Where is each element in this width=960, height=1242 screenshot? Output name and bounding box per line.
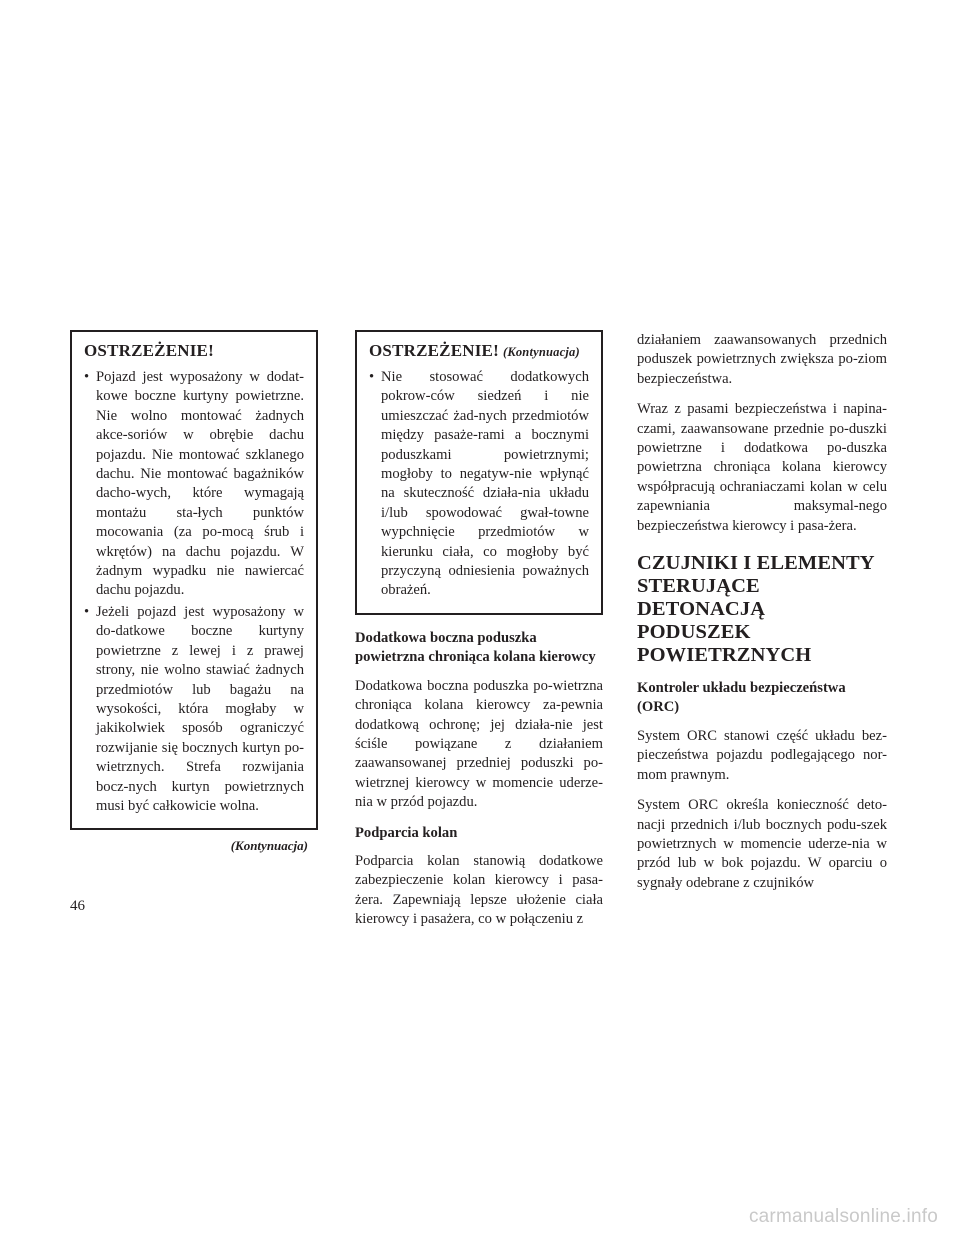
paragraph: System ORC stanowi część układu bez-pieczeństwa pojazdu podlegającego nor-mom prawnym. [637, 727, 887, 783]
watermark: carmanualsonline.info [748, 1206, 938, 1227]
warning-title: OSTRZEŻENIE! (Kontynuacja) [369, 341, 580, 360]
bullet-icon: • [84, 603, 90, 620]
section-subheading: Podparcia kolan [355, 824, 458, 841]
warning-list [369, 368, 589, 601]
paragraph: System ORC określa konieczność deto-nacji przednich i/lub bocznych podu-szek powietrznych w momencie uderze-nia w przód lub w bok pojazdu. W oparciu o sygnały odebrane z czujników [637, 797, 887, 891]
continuation-note: (Kontynuacja) [230, 838, 308, 854]
warning-list [84, 368, 304, 816]
paragraph: Wraz z pasami bezpieczeństwa i napina-czami, zaawansowane przednie po-duszki powietrzne i dodatkowa po-duszka powietrzna chroniąca kolana kierowcy współpracują ochraniaczami kolan w celu zapewniania maksymal-nego bezpieczeństwa kierowcy i pasa-żera. [637, 401, 887, 534]
column-left [70, 330, 318, 854]
warning-item: • Nie stosować dodatkowych pokrow-ców siedzeń i nie umieszczać żad-nych przedmiotów między pasaże-rami a bocznymi poduszkami powietrznymi; mogłoby to negatyw-nie wpłynąć na skuteczność działa-nia układu i/lub spowodować gwał-towne wypchnięcie przedmiotów w kierunku ciała, co mogłoby być przyczyną odniesienia poważnych obrażeń. [369, 369, 589, 599]
warning-title: OSTRZEŻENIE! [84, 341, 214, 360]
section-heading: CZUJNIKI I ELEMENTY STERUJĄCE DETONACJĄ PODUSZEK POWIETRZNYCH [637, 552, 875, 667]
paragraph: Dodatkowa boczna poduszka po-wietrzna chroniąca kolana kierowcy za-pewnia dodatkową ochronę; jej działa-nie jest ściśle powiązane z działaniem zaawansowanej przedniej poduszki po-wietrznej kierowcy w momencie uderze-nia w przód pojazdu. [355, 677, 603, 811]
paragraph: Podparcia kolan stanowią dodatkowe zabezpieczenie kolan kierowcy i pasa-żera. Zapewniają lepsze ułożenie ciała kierowcy i pasażera, co w połączeniu z [355, 852, 603, 928]
column-right [637, 331, 887, 904]
section-subheading: Kontroler układu bezpieczeństwa (ORC) [637, 680, 846, 716]
column-middle [355, 330, 603, 941]
bullet-icon: • [84, 369, 90, 385]
page-number: 46 [70, 898, 85, 914]
warning-box-1 [70, 330, 318, 830]
bullet-icon: • [369, 369, 375, 385]
warning-continuation: (Kontynuacja) [502, 345, 580, 359]
warning-item: • Jeżeli pojazd jest wyposażony w do-datkowe boczne kurtyny powietrzne z lewej i z prawej strony, nie wolno stawiać żadnych przedmiotów lub bagażu na wysokości, która mogłaby w jakikolwiek sposób ograniczyć rozwijanie się bocznych kurtyn po-wietrznych. Strefa rozwijania bocz-nych kurtyn powietrznych musi być całkowicie wolna. [84, 603, 304, 814]
section-subheading: Dodatkowa boczna poduszka powietrzna chroniąca kolana kierowcy [355, 629, 596, 666]
warning-item: • Pojazd jest wyposażony w dodat-kowe boczne kurtyny powietrzne. Nie wolno montować żadnych akce-soriów w obrębie dachu pojazdu. Nie montować szklanego dachu. Nie montować bagażników dacho-wych, które wymagają montażu sta-łych punktów mocowania (za po-mocą śrub i wkrętów) na dachu pojazdu. W żadnym wypadku nie nawiercać dachu pojazdu. [84, 369, 304, 599]
warning-box-2 [355, 330, 603, 615]
paragraph: działaniem zaawansowanych przednich poduszek powietrznych zwiększa po-ziom bezpieczeństwa. [637, 332, 887, 387]
